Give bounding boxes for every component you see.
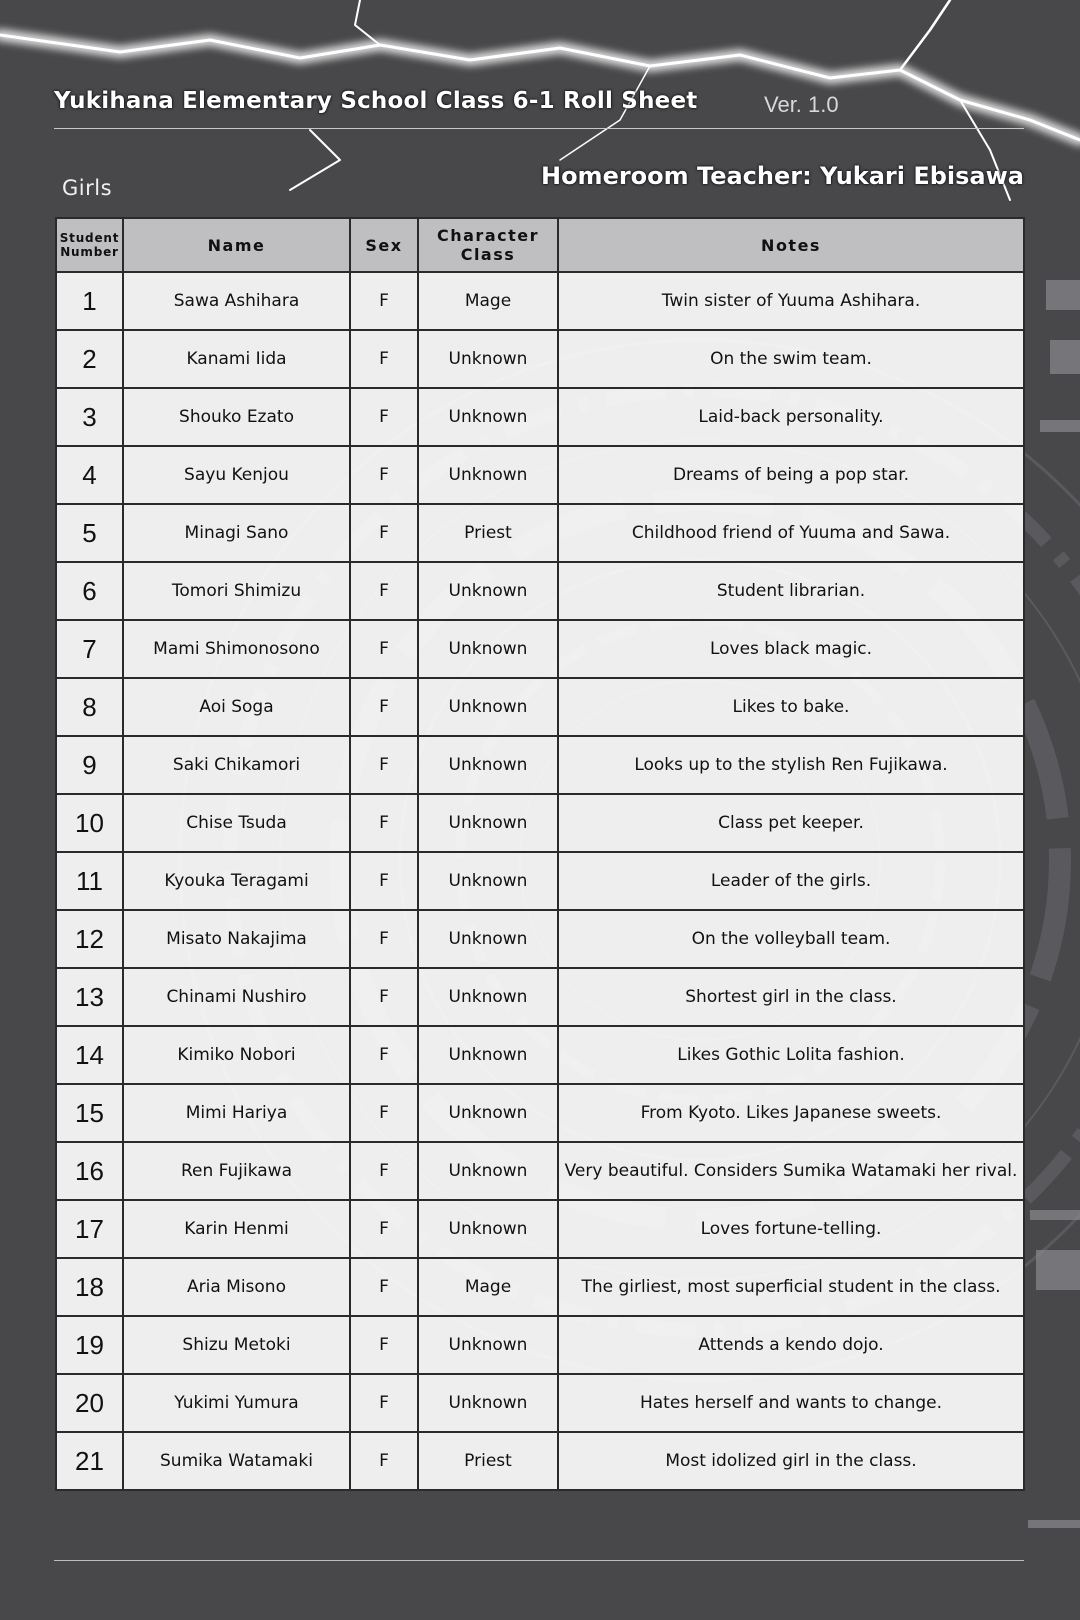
notes-cell: Likes to bake. — [558, 678, 1024, 736]
character-class-cell: Priest — [418, 504, 558, 562]
student-name-cell: Shizu Metoki — [123, 1316, 350, 1374]
character-class-cell: Unknown — [418, 794, 558, 852]
student-sex-cell: F — [350, 794, 418, 852]
table-row — [56, 504, 1024, 562]
student-name-cell: Sumika Watamaki — [123, 1432, 350, 1490]
table-row — [56, 1432, 1024, 1490]
table-row — [56, 562, 1024, 620]
column-header-student-number — [56, 218, 123, 272]
character-class-cell: Unknown — [418, 330, 558, 388]
notes-cell: Twin sister of Yuuma Ashihara. — [558, 272, 1024, 330]
column-header-sex: Sex — [350, 218, 418, 272]
table-row — [56, 446, 1024, 504]
header-row — [56, 218, 1024, 272]
character-class-cell: Priest — [418, 1432, 558, 1490]
column-header-name: Name — [123, 218, 350, 272]
student-number-cell: 12 — [56, 910, 123, 968]
student-number-cell: 20 — [56, 1374, 123, 1432]
notes-cell: Laid-back personality. — [558, 388, 1024, 446]
notes-cell: Most idolized girl in the class. — [558, 1432, 1024, 1490]
column-header-character-class-line1: Character — [437, 226, 539, 245]
character-class-cell: Unknown — [418, 1084, 558, 1142]
character-class-cell: Unknown — [418, 1374, 558, 1432]
section-label: Girls — [62, 176, 113, 200]
notes-cell: Very beautiful. Considers Sumika Watamaki her rival. — [558, 1142, 1024, 1200]
version-label: Ver. 1.0 — [764, 92, 839, 117]
student-sex-cell: F — [350, 562, 418, 620]
student-sex-cell: F — [350, 968, 418, 1026]
student-sex-cell: F — [350, 446, 418, 504]
notes-cell: The girliest, most superficial student in the class. — [558, 1258, 1024, 1316]
notes-cell: Attends a kendo dojo. — [558, 1316, 1024, 1374]
notes-cell: Dreams of being a pop star. — [558, 446, 1024, 504]
character-class-cell: Unknown — [418, 678, 558, 736]
student-number-cell: 5 — [56, 504, 123, 562]
table-row — [56, 388, 1024, 446]
student-sex-cell: F — [350, 678, 418, 736]
table-row — [56, 1316, 1024, 1374]
footer-divider — [54, 1560, 1024, 1561]
table-row — [56, 620, 1024, 678]
student-sex-cell: F — [350, 1200, 418, 1258]
table-row — [56, 794, 1024, 852]
character-class-cell: Unknown — [418, 852, 558, 910]
student-name-cell: Chise Tsuda — [123, 794, 350, 852]
student-name-cell: Tomori Shimizu — [123, 562, 350, 620]
notes-cell: Loves black magic. — [558, 620, 1024, 678]
table-row — [56, 910, 1024, 968]
table-row — [56, 272, 1024, 330]
character-class-cell: Unknown — [418, 620, 558, 678]
student-name-cell: Yukimi Yumura — [123, 1374, 350, 1432]
table-row — [56, 678, 1024, 736]
student-name-cell: Aoi Soga — [123, 678, 350, 736]
notes-cell: On the swim team. — [558, 330, 1024, 388]
student-sex-cell: F — [350, 1432, 418, 1490]
student-name-cell: Sawa Ashihara — [123, 272, 350, 330]
student-sex-cell: F — [350, 330, 418, 388]
roll-sheet-table — [55, 217, 1025, 1491]
student-name-cell: Saki Chikamori — [123, 736, 350, 794]
table-body — [56, 272, 1024, 1490]
student-name-cell: Shouko Ezato — [123, 388, 350, 446]
notes-cell: Leader of the girls. — [558, 852, 1024, 910]
notes-cell: Childhood friend of Yuuma and Sawa. — [558, 504, 1024, 562]
student-number-cell: 2 — [56, 330, 123, 388]
student-number-cell: 4 — [56, 446, 123, 504]
student-number-cell: 6 — [56, 562, 123, 620]
table-row — [56, 330, 1024, 388]
student-sex-cell: F — [350, 388, 418, 446]
student-sex-cell: F — [350, 504, 418, 562]
table-row — [56, 736, 1024, 794]
notes-cell: Loves fortune-telling. — [558, 1200, 1024, 1258]
student-number-cell: 15 — [56, 1084, 123, 1142]
table-row — [56, 1084, 1024, 1142]
student-name-cell: Kyouka Teragami — [123, 852, 350, 910]
notes-cell: Looks up to the stylish Ren Fujikawa. — [558, 736, 1024, 794]
character-class-cell: Unknown — [418, 910, 558, 968]
student-sex-cell: F — [350, 736, 418, 794]
character-class-cell: Mage — [418, 1258, 558, 1316]
column-header-notes: Notes — [558, 218, 1024, 272]
student-name-cell: Minagi Sano — [123, 504, 350, 562]
student-number-cell: 14 — [56, 1026, 123, 1084]
notes-cell: Student librarian. — [558, 562, 1024, 620]
character-class-cell: Unknown — [418, 1026, 558, 1084]
student-sex-cell: F — [350, 1084, 418, 1142]
character-class-cell: Unknown — [418, 1142, 558, 1200]
table-header — [56, 218, 1024, 272]
student-sex-cell: F — [350, 1316, 418, 1374]
student-sex-cell: F — [350, 1026, 418, 1084]
student-sex-cell: F — [350, 620, 418, 678]
character-class-cell: Unknown — [418, 968, 558, 1026]
student-name-cell: Karin Henmi — [123, 1200, 350, 1258]
student-number-cell: 1 — [56, 272, 123, 330]
table-row — [56, 1026, 1024, 1084]
notes-cell: Shortest girl in the class. — [558, 968, 1024, 1026]
student-name-cell: Ren Fujikawa — [123, 1142, 350, 1200]
column-header-student-number-line2: Number — [60, 245, 119, 259]
table-row — [56, 1200, 1024, 1258]
page-title: Yukihana Elementary School Class 6-1 Roll Sheet — [54, 88, 698, 114]
student-number-cell: 7 — [56, 620, 123, 678]
character-class-cell: Unknown — [418, 562, 558, 620]
notes-cell: From Kyoto. Likes Japanese sweets. — [558, 1084, 1024, 1142]
student-name-cell: Kanami Iida — [123, 330, 350, 388]
student-sex-cell: F — [350, 1142, 418, 1200]
student-sex-cell: F — [350, 272, 418, 330]
student-number-cell: 16 — [56, 1142, 123, 1200]
student-name-cell: Chinami Nushiro — [123, 968, 350, 1026]
character-class-cell: Mage — [418, 272, 558, 330]
notes-cell: On the volleyball team. — [558, 910, 1024, 968]
student-number-cell: 17 — [56, 1200, 123, 1258]
student-sex-cell: F — [350, 852, 418, 910]
character-class-cell: Unknown — [418, 736, 558, 794]
character-class-cell: Unknown — [418, 388, 558, 446]
student-number-cell: 3 — [56, 388, 123, 446]
header-divider — [54, 128, 1024, 129]
student-name-cell: Misato Nakajima — [123, 910, 350, 968]
table-row — [56, 852, 1024, 910]
table-row — [56, 1142, 1024, 1200]
column-header-character-class — [418, 218, 558, 272]
notes-cell: Hates herself and wants to change. — [558, 1374, 1024, 1432]
student-number-cell: 8 — [56, 678, 123, 736]
notes-cell: Class pet keeper. — [558, 794, 1024, 852]
column-header-student-number-line1: Student — [59, 231, 120, 245]
notes-cell: Likes Gothic Lolita fashion. — [558, 1026, 1024, 1084]
student-name-cell: Mami Shimonosono — [123, 620, 350, 678]
student-number-cell: 9 — [56, 736, 123, 794]
character-class-cell: Unknown — [418, 1316, 558, 1374]
table-row — [56, 1374, 1024, 1432]
student-name-cell: Sayu Kenjou — [123, 446, 350, 504]
student-name-cell: Kimiko Nobori — [123, 1026, 350, 1084]
homeroom-teacher: Homeroom Teacher: Yukari Ebisawa — [540, 162, 1024, 190]
table-row — [56, 1258, 1024, 1316]
student-number-cell: 18 — [56, 1258, 123, 1316]
student-name-cell: Mimi Hariya — [123, 1084, 350, 1142]
student-number-cell: 13 — [56, 968, 123, 1026]
student-sex-cell: F — [350, 910, 418, 968]
student-number-cell: 21 — [56, 1432, 123, 1490]
student-number-cell: 10 — [56, 794, 123, 852]
student-number-cell: 11 — [56, 852, 123, 910]
student-number-cell: 19 — [56, 1316, 123, 1374]
student-sex-cell: F — [350, 1374, 418, 1432]
column-header-character-class-line2: Class — [460, 245, 516, 264]
character-class-cell: Unknown — [418, 1200, 558, 1258]
table-row — [56, 968, 1024, 1026]
character-class-cell: Unknown — [418, 446, 558, 504]
student-sex-cell: F — [350, 1258, 418, 1316]
student-name-cell: Aria Misono — [123, 1258, 350, 1316]
